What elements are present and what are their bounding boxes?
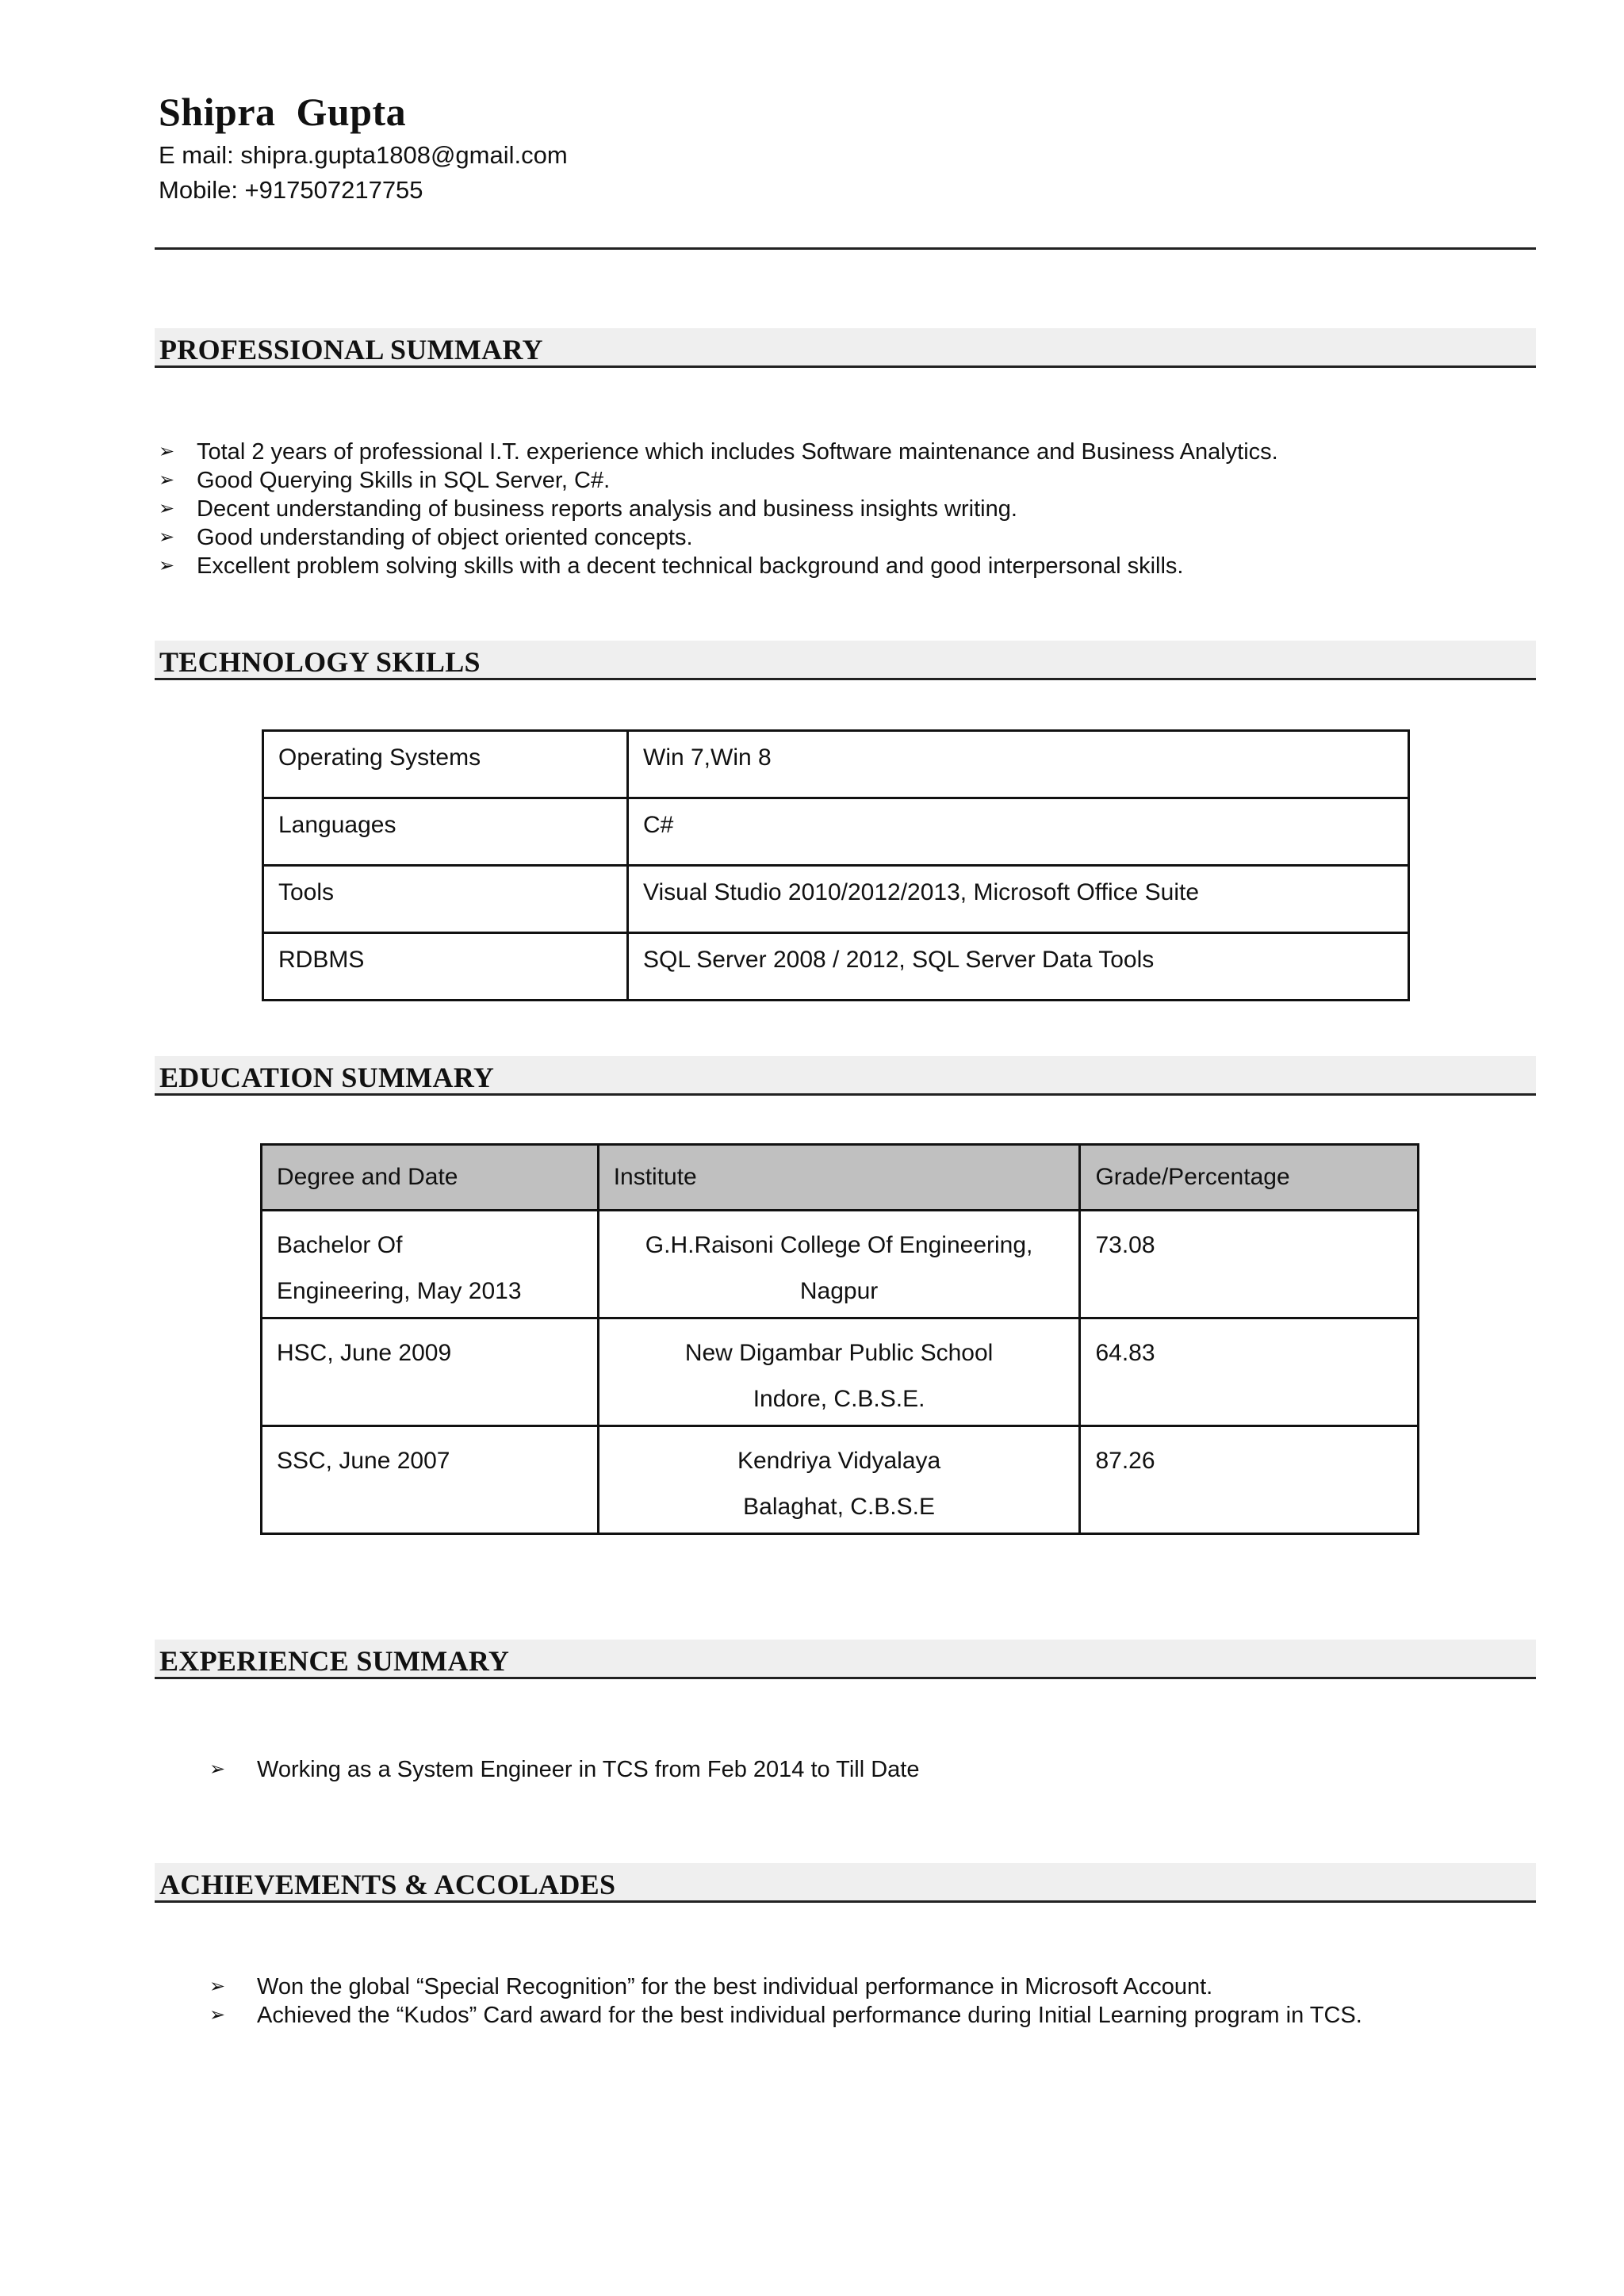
skill-category: Tools (263, 866, 628, 933)
candidate-name: Shipra Gupta (159, 90, 407, 134)
section-header-experience-summary (155, 1640, 1536, 1679)
arrow-bullet-icon: ➢ (209, 2004, 226, 2026)
section-header-professional-summary (155, 328, 1536, 368)
skill-value: Visual Studio 2010/2012/2013, Microsoft Office Suite (628, 866, 1409, 933)
institute-cell: G.H.Raisoni College Of Engineering, Nagpur (598, 1211, 1080, 1318)
list-item: ➢ Total 2 years of professional I.T. experience which includes Software maintenance and Business Analytics. (159, 439, 1278, 465)
degree-cell: SSC, June 2007 (262, 1426, 599, 1534)
header-divider (155, 247, 1536, 250)
arrow-bullet-icon: ➢ (159, 441, 175, 462)
table-row (262, 1426, 1419, 1534)
arrow-bullet-icon: ➢ (159, 469, 175, 491)
table-row (263, 866, 1409, 933)
degree-cell: Bachelor Of Engineering, May 2013 (262, 1211, 599, 1318)
section-header-achievements (155, 1863, 1536, 1903)
list-item: ➢ Won the global “Special Recognition” for the best individual performance in Microsoft Account. (209, 1974, 1213, 1999)
column-header-grade: Grade/Percentage (1080, 1145, 1419, 1211)
list-item: ➢ Decent understanding of business reports analysis and business insights writing. (159, 496, 1017, 522)
list-item: ➢ Good understanding of object oriented concepts. (159, 525, 693, 550)
technology-skills-table (262, 729, 1410, 1001)
skill-category: Languages (263, 798, 628, 866)
grade-cell: 87.26 (1080, 1426, 1419, 1534)
table-row (263, 798, 1409, 866)
table-row (262, 1318, 1419, 1426)
section-title: EXPERIENCE SUMMARY (159, 1645, 510, 1677)
skill-value: C# (628, 798, 1409, 866)
arrow-bullet-icon: ➢ (209, 1758, 226, 1780)
education-table (260, 1143, 1419, 1535)
table-row (263, 731, 1409, 798)
list-item: ➢ Excellent problem solving skills with a decent technical background and good interpersonal skills. (159, 553, 1184, 579)
table-row (262, 1211, 1419, 1318)
arrow-bullet-icon: ➢ (159, 555, 175, 576)
achievements-list (209, 1973, 1362, 2030)
arrow-bullet-icon: ➢ (209, 1976, 226, 1997)
section-title: EDUCATION SUMMARY (159, 1062, 495, 1093)
section-header-technology-skills (155, 641, 1536, 680)
skill-value: SQL Server 2008 / 2012, SQL Server Data Tools (628, 933, 1409, 1001)
institute-cell: New Digambar Public School Indore, C.B.S.E. (598, 1318, 1080, 1426)
column-header-degree: Degree and Date (262, 1145, 599, 1211)
arrow-bullet-icon: ➢ (159, 526, 175, 548)
list-item: ➢ Good Querying Skills in SQL Server, C#. (159, 468, 611, 493)
section-title: TECHNOLOGY SKILLS (159, 646, 481, 678)
section-title: ACHIEVEMENTS & ACCOLADES (159, 1869, 616, 1900)
skill-value: Win 7,Win 8 (628, 731, 1409, 798)
email-line: E mail: shipra.gupta1808@gmail.com (159, 141, 568, 169)
section-header-education-summary (155, 1056, 1536, 1096)
experience-list (209, 1755, 919, 1784)
professional-summary-list (159, 438, 1278, 580)
column-header-institute: Institute (598, 1145, 1080, 1211)
skill-category: Operating Systems (263, 731, 628, 798)
list-item: ➢ Achieved the “Kudos” Card award for the best individual performance during Initial Learning program in TCS. (209, 2003, 1362, 2028)
grade-cell: 64.83 (1080, 1318, 1419, 1426)
table-row (263, 933, 1409, 1001)
mobile-line: Mobile: +917507217755 (159, 176, 423, 204)
institute-cell: Kendriya Vidyalaya Balaghat, C.B.S.E (598, 1426, 1080, 1534)
list-item: ➢ Working as a System Engineer in TCS from Feb 2014 to Till Date (209, 1757, 920, 1782)
skill-category: RDBMS (263, 933, 628, 1001)
arrow-bullet-icon: ➢ (159, 498, 175, 519)
section-title: PROFESSIONAL SUMMARY (159, 334, 543, 365)
degree-cell: HSC, June 2009 (262, 1318, 599, 1426)
grade-cell: 73.08 (1080, 1211, 1419, 1318)
table-header-row (262, 1145, 1419, 1211)
